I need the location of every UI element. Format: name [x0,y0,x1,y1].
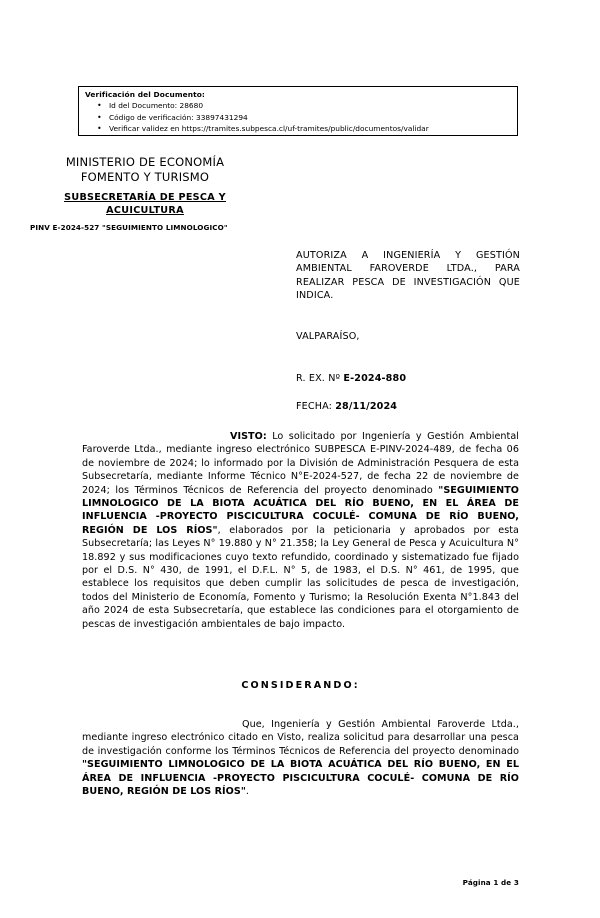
visto-project-title: "SEGUIMIENTO LIMNOLOGICO DE LA BIOTA ACUÁTICA DEL RÍO BUENO, EN EL ÁREA DE INFLUENCIA -PROYECTO PISCICULTURA COCULÉ- COMUNA DE RÍO BUENO, REGIÓN DE LOS RÍOS" [82,484,519,536]
verification-title: Verificación del Documento: [85,90,205,99]
verification-item-id: • Id del Documento: 28680 [109,100,517,112]
considerando-paragraph [82,718,519,798]
verification-item-url: • Verificar validez en https://tramites.subpesca.cl/uf-tramites/public/documentos/validar [109,123,517,135]
visto-paragraph [82,430,519,631]
organization-header [30,155,260,232]
considerando-part-2: . [245,786,249,798]
ministry-line-2: FOMENTO Y TURISMO [80,169,210,184]
date-line [296,400,520,414]
date-value: 28/11/2024 [335,401,398,412]
resolution-label: R. EX. Nº [296,373,344,384]
project-code: PINV E-2024-527 "SEGUIMIENTO LIMNOLOGICO" [30,223,228,232]
ministry-line-1: MINISTERIO DE ECONOMÍA [65,155,225,169]
subject-block: AUTORIZA A INGENIERÍA Y GESTIÓN AMBIENTAL FAROVERDE LTDA., PARA REALIZAR PESCA DE INVESTIGACIÓN QUE INDICA. [296,250,520,302]
verification-list [79,100,517,135]
subsecretaria-line-1: SUBSECRETARÍA DE PESCA Y [64,192,226,203]
subsecretaria-heading [30,191,260,217]
verification-box [78,86,518,136]
verification-item-code: • Código de verificación: 33897431294 [109,112,517,124]
visto-heading: VISTO: [230,431,267,442]
resolution-number: E-2024-880 [343,373,407,384]
place-line: VALPARAÍSO, [296,331,360,342]
visto-part-2: , elaborados por la peticionaria y aprobados por esta Subsecretaría; las Leyes N° 19.880 y N° 21.358; la Ley General de Pesca y Acuicultura N° 18.892 y sus modificaciones cuyo texto refundido, coordinado y sistematizado fue fijado por el D.S. N° 430, de 1991, el D.F.L. N° 5, de 1983, el D.S. N° 461, de 1995, que establece los requisitos que deben cumplir las solicitudes de pesca de investigación, todos del Ministerio de Economía, Fomento y Turismo; la Resolución Exenta N°1.843 del año 2024 de esta Subsecretaría, que establece las condiciones para el otorgamiento de pescas de investigación ambientales de bajo impacto. [82,524,519,630]
visto-part-1: Lo solicitado por Ingeniería y Gestión Ambiental Faroverde Ltda., mediante ingreso electrónico SUBPESCA E-PINV-2024-489, de fecha 06 de noviembre de 2024; lo informado por la División de Administración Pesquera de esta Subsecretaría, mediante Informe Técnico N°E-2024-527, de fecha 22 de noviembre de 2024; los Términos Técnicos de Referencia del proyecto denominado [82,431,519,496]
subsecretaria-line-2: ACUICULTURA [106,205,184,216]
page-footer: Página 1 de 3 [462,878,519,887]
considerando-project-title: "SEGUIMIENTO LIMNOLOGICO DE LA BIOTA ACUÁTICA DEL RÍO BUENO, EN EL ÁREA DE INFLUENCIA -PROYECTO PISCICULTURA COCULÉ- COMUNA DE RÍO BUENO, REGIÓN DE LOS RÍOS" [82,759,519,798]
considerando-heading: CONSIDERANDO: [241,680,360,691]
date-label: FECHA: [296,401,336,412]
meta-block [296,330,520,414]
considerando-part-1: Que, Ingeniería y Gestión Ambiental Faroverde Ltda., mediante ingreso electrónico citado en Visto, realiza solicitud para desarrollar una pesca de investigación conforme los Términos Técnicos de Referencia del proyecto denominado [82,719,519,757]
resolution-line [296,372,520,386]
